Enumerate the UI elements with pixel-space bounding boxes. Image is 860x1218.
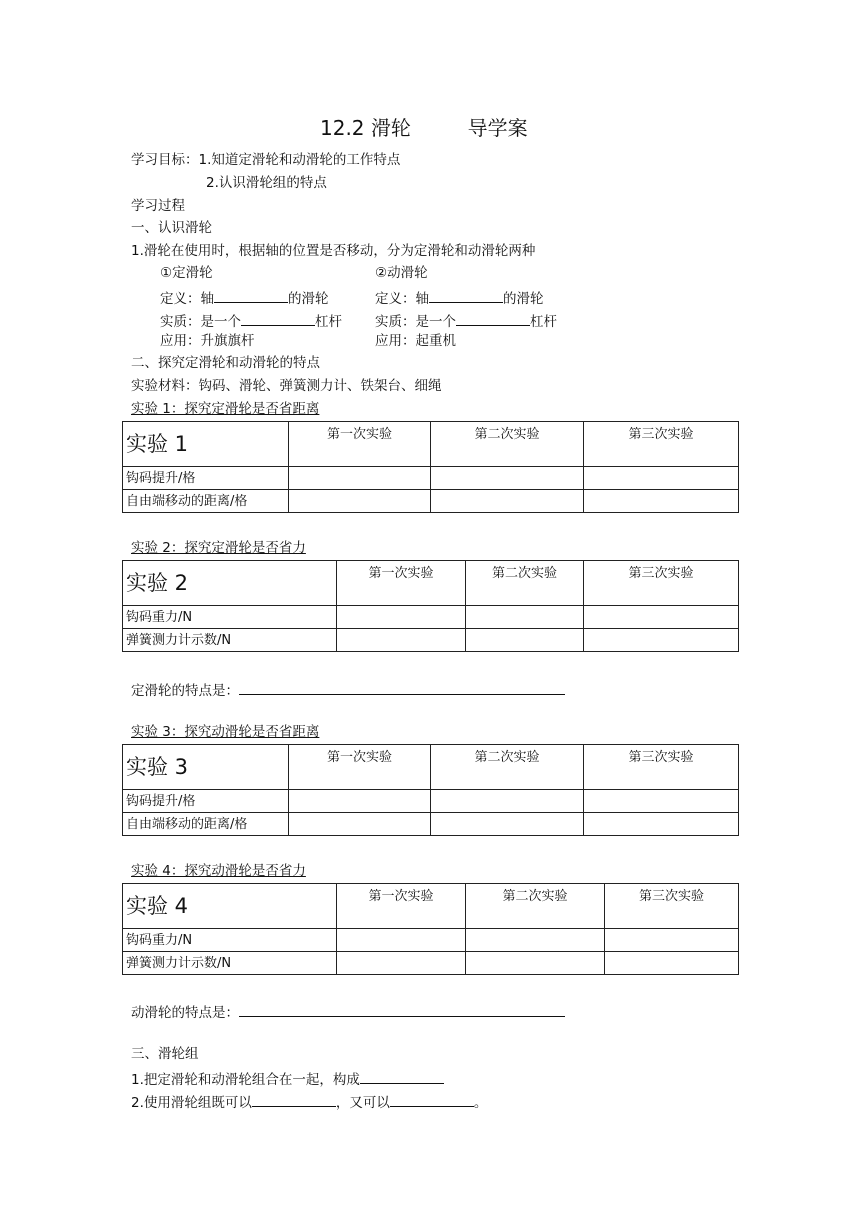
title-main: 12.2 滑轮 xyxy=(320,116,411,140)
table-row xyxy=(123,490,739,513)
data-cell[interactable] xyxy=(466,952,605,975)
column-header: 第三次实验 xyxy=(584,745,739,790)
fill-blank[interactable] xyxy=(429,290,503,303)
data-cell[interactable] xyxy=(289,790,431,813)
table-row xyxy=(123,606,739,629)
movable-definition: 定义：轴 的滑轮 xyxy=(375,291,544,307)
table-row xyxy=(123,790,739,813)
data-cell[interactable] xyxy=(337,606,466,629)
row-label: 钩码提升/格 xyxy=(123,790,289,813)
experiment-caption: 实验 2：探究定滑轮是否省力 xyxy=(131,540,306,556)
row-label: 钩码提升/格 xyxy=(123,467,289,490)
section3-heading: 三、滑轮组 xyxy=(131,1046,199,1062)
experiment-table xyxy=(122,883,739,975)
fill-blank[interactable] xyxy=(252,1094,336,1107)
fill-blank[interactable] xyxy=(360,1071,444,1084)
table-row xyxy=(123,813,739,836)
section3-line-2: 2.使用滑轮组既可以 ，又可以 。 xyxy=(131,1095,488,1111)
data-cell[interactable] xyxy=(584,490,739,513)
data-cell[interactable] xyxy=(584,813,739,836)
column-header: 第一次实验 xyxy=(337,884,466,929)
materials-line: 实验材料：钩码、滑轮、弹簧测力计、铁架台、细绳 xyxy=(131,378,442,394)
data-cell[interactable] xyxy=(431,490,584,513)
fill-blank[interactable] xyxy=(214,290,288,303)
experiment-label: 实验 4 xyxy=(123,884,337,929)
fill-blank[interactable] xyxy=(456,313,530,326)
data-cell[interactable] xyxy=(337,952,466,975)
movable-application: 应用：起重机 xyxy=(375,333,456,349)
experiment-caption: 实验 4：探究动滑轮是否省力 xyxy=(131,863,306,879)
section1-intro: 1.滑轮在使用时，根据轴的位置是否移动，分为定滑轮和动滑轮两种 xyxy=(131,243,536,259)
fixed-essence: 实质：是一个 杠杆 xyxy=(160,314,342,330)
experiment-caption: 实验 3：探究动滑轮是否省距离 xyxy=(131,724,320,740)
table-row xyxy=(123,952,739,975)
column-header: 第一次实验 xyxy=(337,561,466,606)
data-cell[interactable] xyxy=(584,790,739,813)
experiment-label: 实验 3 xyxy=(123,745,289,790)
fill-blank[interactable] xyxy=(241,313,315,326)
data-cell[interactable] xyxy=(337,629,466,652)
experiment-table xyxy=(122,744,739,836)
column-header: 第二次实验 xyxy=(466,884,605,929)
row-label: 自由端移动的距离/格 xyxy=(123,490,289,513)
fixed-pulley-name: ①定滑轮 xyxy=(160,265,213,281)
title-sub: 导学案 xyxy=(467,116,528,140)
column-header: 第二次实验 xyxy=(431,745,584,790)
data-cell[interactable] xyxy=(431,467,584,490)
fill-blank[interactable] xyxy=(239,682,565,695)
experiment-table xyxy=(122,560,739,652)
data-cell[interactable] xyxy=(337,929,466,952)
data-cell[interactable] xyxy=(605,952,739,975)
column-header: 第一次实验 xyxy=(289,745,431,790)
fill-blank[interactable] xyxy=(390,1094,474,1107)
row-label: 弹簧测力计示数/N xyxy=(123,629,337,652)
data-cell[interactable] xyxy=(584,467,739,490)
fixed-application: 应用：升旗旗杆 xyxy=(160,333,255,349)
data-cell[interactable] xyxy=(466,606,584,629)
experiment-caption: 实验 1：探究定滑轮是否省距离 xyxy=(131,401,320,417)
column-header: 第三次实验 xyxy=(605,884,739,929)
data-cell[interactable] xyxy=(431,813,584,836)
experiment-table xyxy=(122,421,739,513)
column-header: 第三次实验 xyxy=(584,422,739,467)
experiment-label: 实验 2 xyxy=(123,561,337,606)
page-title xyxy=(320,118,528,138)
section1-heading: 一、认识滑轮 xyxy=(131,220,212,236)
table-row xyxy=(123,929,739,952)
row-label: 钩码重力/N xyxy=(123,929,337,952)
data-cell[interactable] xyxy=(289,490,431,513)
data-cell[interactable] xyxy=(584,606,739,629)
table-row xyxy=(123,629,739,652)
column-header: 第三次实验 xyxy=(584,561,739,606)
objective-item: 2.认识滑轮组的特点 xyxy=(206,175,327,191)
objective-item: 1.知道定滑轮和动滑轮的工作特点 xyxy=(198,152,401,168)
row-label: 钩码重力/N xyxy=(123,606,337,629)
data-cell[interactable] xyxy=(466,929,605,952)
data-cell[interactable] xyxy=(466,629,584,652)
data-cell[interactable] xyxy=(584,629,739,652)
objectives-line-1 xyxy=(131,154,400,168)
fixed-feature-line: 定滑轮的特点是： xyxy=(131,682,565,699)
column-header: 第二次实验 xyxy=(466,561,584,606)
experiment-label: 实验 1 xyxy=(123,422,289,467)
process-heading: 学习过程 xyxy=(131,198,185,214)
movable-essence: 实质：是一个 杠杆 xyxy=(375,314,557,330)
data-cell[interactable] xyxy=(605,929,739,952)
data-cell[interactable] xyxy=(289,467,431,490)
movable-feature-line: 动滑轮的特点是： xyxy=(131,1004,565,1021)
fill-blank[interactable] xyxy=(239,1004,565,1017)
data-cell[interactable] xyxy=(431,790,584,813)
fixed-definition: 定义：轴 的滑轮 xyxy=(160,291,329,307)
movable-pulley-name: ②动滑轮 xyxy=(375,265,428,281)
table-row xyxy=(123,467,739,490)
section2-heading: 二、探究定滑轮和动滑轮的特点 xyxy=(131,355,320,371)
row-label: 自由端移动的距离/格 xyxy=(123,813,289,836)
section3-line-1: 1.把定滑轮和动滑轮组合在一起，构成 xyxy=(131,1071,444,1088)
objectives-label: 学习目标： xyxy=(131,152,199,168)
row-label: 弹簧测力计示数/N xyxy=(123,952,337,975)
column-header: 第一次实验 xyxy=(289,422,431,467)
column-header: 第二次实验 xyxy=(431,422,584,467)
data-cell[interactable] xyxy=(289,813,431,836)
